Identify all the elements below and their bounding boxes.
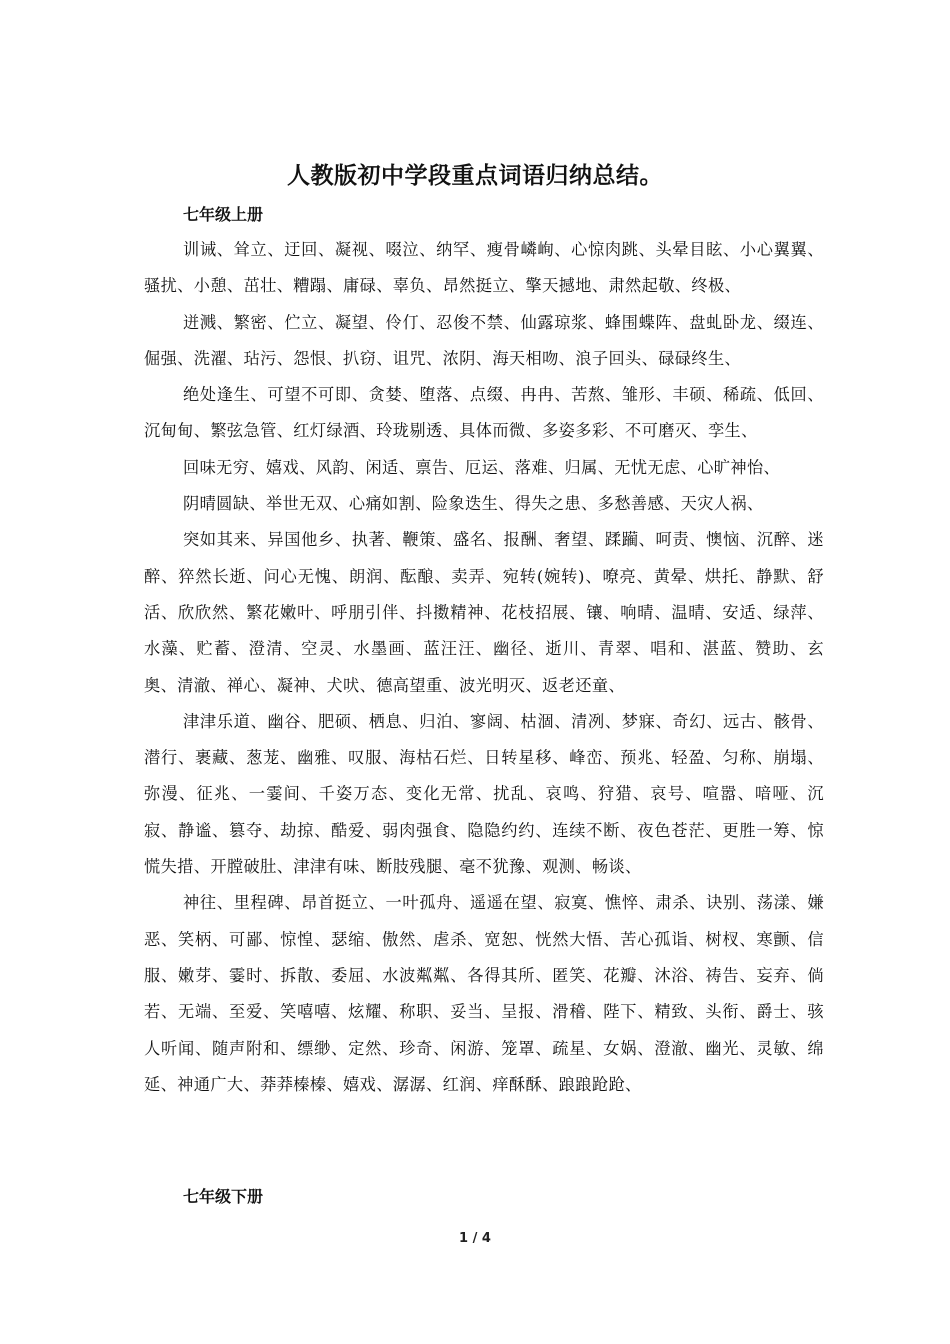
vocabulary-body [144,232,824,1103]
page-number: 1 / 4 [459,1231,491,1246]
section-heading-grade7-vol1: 七年级上册 [183,205,264,224]
vocab-paragraph: 神往、里程碑、昂首挺立、一叶孤舟、遥遥在望、寂寞、憔悴、肃杀、诀别、荡漾、嫌恶、笑柄、可鄙、惊惶、瑟缩、傲然、虐杀、宽恕、恍然大悟、苦心孤诣、树杈、寒颤、信服、嫩芽、霎时、拆散、委屈、水波粼粼、各得其所、匿笑、花瓣、沐浴、祷告、妄弃、倘若、无端、至爱、笑嘻嘻、炫耀、称职、妥当、呈报、滑稽、陛下、精致、头衔、爵士、骇人听闻、随声附和、缥缈、定然、珍奇、闲游、笼罩、疏星、女娲、澄澈、幽光、灵敏、绵延、神通广大、莽莽榛榛、嬉戏、潺潺、红润、痒酥酥、踉踉跄跄、 [144,893,824,1094]
vocab-paragraph: 训诫、耸立、迂回、凝视、啜泣、纳罕、瘦骨嶙峋、心惊肉跳、头晕目眩、小心翼翼、骚扰、小憩、茁壮、糟蹋、庸碌、辜负、昂然挺立、擎天撼地、肃然起敬、终极、 [144,240,824,296]
vocab-paragraph: 津津乐道、幽谷、肥硕、栖息、归泊、寥阔、枯涸、清冽、梦寐、奇幻、远古、骸骨、潜行、裹藏、葱茏、幽雅、叹服、海枯石烂、日转星移、峰峦、预兆、轻盈、匀称、崩塌、弥漫、征兆、一霎间、千姿万态、变化无常、扰乱、哀鸣、狩猎、哀号、喧嚣、喑哑、沉寂、静谧、篡夺、劫掠、酷爱、弱肉强食、隐隐约约、连续不断、夜色苍茫、更胜一筹、惊慌失措、开膛破肚、津津有味、断肢残腿、毫不犹豫、观测、畅谈、 [144,711,824,877]
vocab-paragraph: 绝处逢生、可望不可即、贪婪、堕落、点缀、冉冉、苦熬、雏形、丰硕、稀疏、低回、沉甸甸、繁弦急管、红灯绿酒、玲珑剔透、具体而微、多姿多彩、不可磨灭、孪生、 [144,385,824,441]
section-heading-grade7-vol2: 七年级下册 [183,1187,264,1206]
vocab-paragraph: 回味无穷、嬉戏、风韵、闲适、禀告、厄运、落难、归属、无忧无虑、心旷神怡、 [183,457,781,477]
vocab-paragraph: 迸溅、繁密、伫立、凝望、伶仃、忍俊不禁、仙露琼浆、蜂围蝶阵、盘虬卧龙、缀连、倔强、洗濯、玷污、怨恨、扒窃、诅咒、浓阴、海天相吻、浪子回头、碌碌终生、 [144,312,824,368]
vocab-paragraph: 阴晴圆缺、举世无双、心痛如割、险象迭生、得失之患、多愁善感、天灾人祸、 [183,494,764,514]
document-title: 人教版初中学段重点词语归纳总结。 [287,163,663,189]
vocab-paragraph: 突如其来、异国他乡、执著、鞭策、盛名、报酬、奢望、蹂躏、呵责、懊恼、沉醉、迷醉、猝然长逝、问心无愧、朗润、酝酿、卖弄、宛转(婉转)、嘹亮、黄晕、烘托、静默、舒活、欣欣然、繁花嫩叶、呼朋引伴、抖擞精神、花枝招展、镶、响晴、温晴、安适、绿萍、水藻、贮蓄、澄清、空灵、水墨画、蓝汪汪、幽径、逝川、青翠、唱和、湛蓝、赞助、玄奥、清澈、禅心、凝神、犬吠、德高望重、波光明灭、返老还童、 [144,530,824,695]
